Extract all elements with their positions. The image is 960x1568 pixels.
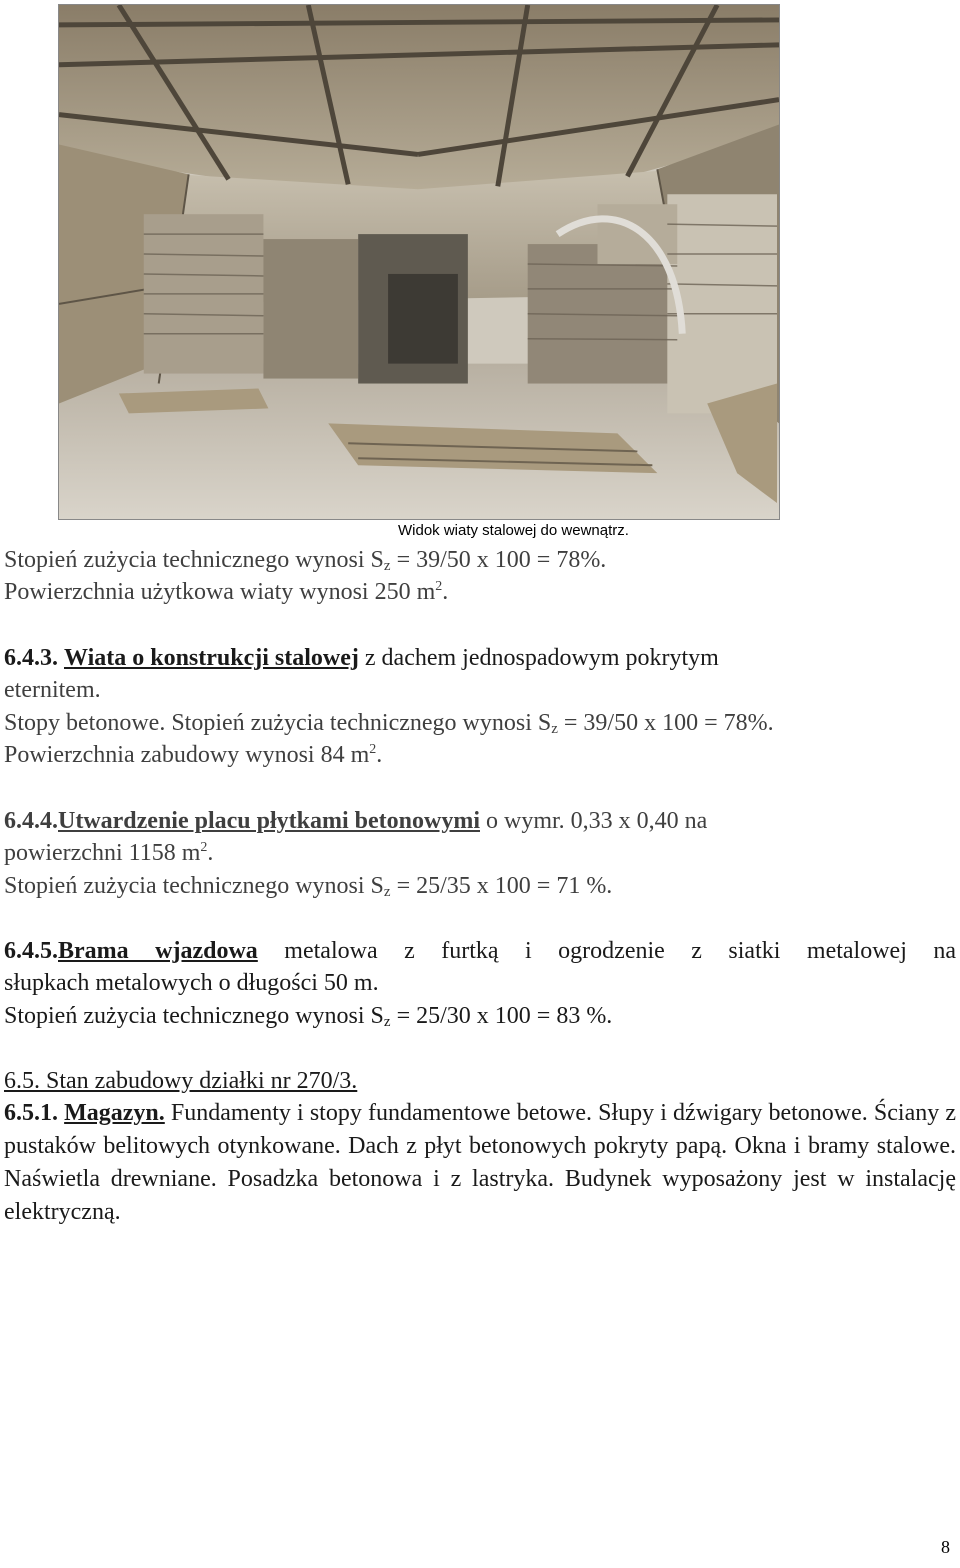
superscript: 2 [435, 579, 443, 594]
text-segment: z dachem jednospadowym pokrytym [358, 645, 719, 671]
text-segment: . [207, 840, 214, 866]
wear-degree-line [4, 545, 606, 581]
text-segment: o wymr. 0,33 x 0,40 na [480, 808, 708, 834]
shed-interior-photo [58, 4, 780, 520]
shed-photo-drawing [59, 5, 779, 519]
section-6-4-5-line2: słupkach metalowych o długości 50 m. [4, 970, 379, 996]
text-segment: Powierzchnia zabudowy wynosi 84 m [4, 742, 370, 768]
text-segment: = 25/35 x 100 = 71 %. [390, 873, 613, 899]
section-number: 6.4.3. [4, 645, 58, 671]
section-title: Utwardzenie placu płytkami betonowymi [58, 808, 480, 834]
text-segment: Stopy betonowe. Stopień zużycia technicznego wynosi S [4, 710, 552, 736]
subscript: z [383, 884, 391, 900]
section-6-5-heading: 6.5. Stan zabudowy działki nr 270/3. [4, 1068, 358, 1094]
subscript: z [551, 721, 558, 737]
text-segment: metalowa z furtką i ogrodzenie z siatki metalowej na [257, 938, 957, 964]
section-6-4-5-line3 [4, 1001, 612, 1037]
section-6-4-5-heading [4, 935, 956, 968]
text-segment: Powierzchnia użytkowa wiaty wynosi 250 m [4, 579, 436, 605]
superscript: 2 [200, 840, 208, 855]
text-segment: = 39/50 x 100 = 78%. [390, 547, 607, 573]
section-6-4-3-line3 [4, 708, 774, 744]
section-number: 6.4.5. [4, 938, 58, 964]
section-6-4-3-heading [4, 643, 719, 673]
subscript: z [383, 1014, 391, 1030]
section-title: Brama wjazdowa [58, 938, 258, 964]
text-segment: powierzchni 1158 m [4, 840, 201, 866]
section-body: Fundamenty i stopy fundamentowe betowe. Słupy i dźwigary betonowe. Ściany z pustaków belitowych otynkowane. Dach z płyt betonowych pokryty papą. Okna i bramy stalowe. Naświetla drewniane. Posadzka betonowa i z lastryka. Budynek wyposażony jest w instalację elektryczną. [4, 1100, 956, 1225]
usable-area-line [4, 577, 448, 607]
text-segment: . [376, 742, 383, 768]
text-segment: = 39/50 x 100 = 78%. [557, 710, 774, 736]
section-6-4-3-line4 [4, 740, 382, 770]
section-title: Magazyn. [64, 1100, 165, 1126]
page-number: 8 [941, 1537, 950, 1557]
section-number: 6.5.1. [4, 1100, 58, 1126]
text-segment: Stopień zużycia technicznego wynosi S [4, 1003, 384, 1029]
text-segment: Stopień zużycia technicznego wynosi S [4, 547, 384, 573]
text-segment: = 25/30 x 100 = 83 %. [390, 1003, 613, 1029]
photo-caption: Widok wiaty stalowej do wewnątrz. [398, 522, 629, 539]
section-6-4-4-line3 [4, 871, 612, 907]
section-6-5-1-paragraph [4, 1097, 956, 1229]
section-6-4-4-heading [4, 806, 707, 836]
superscript: 2 [369, 742, 377, 757]
section-6-4-3-line2: eternitem. [4, 677, 101, 703]
section-number: 6.4.4. [4, 808, 58, 834]
text-segment: Stopień zużycia technicznego wynosi S [4, 873, 384, 899]
section-title: Wiata o konstrukcji stalowej [64, 645, 359, 671]
subscript: z [383, 558, 391, 574]
section-6-4-4-line2 [4, 838, 213, 868]
text-segment: . [442, 579, 449, 605]
